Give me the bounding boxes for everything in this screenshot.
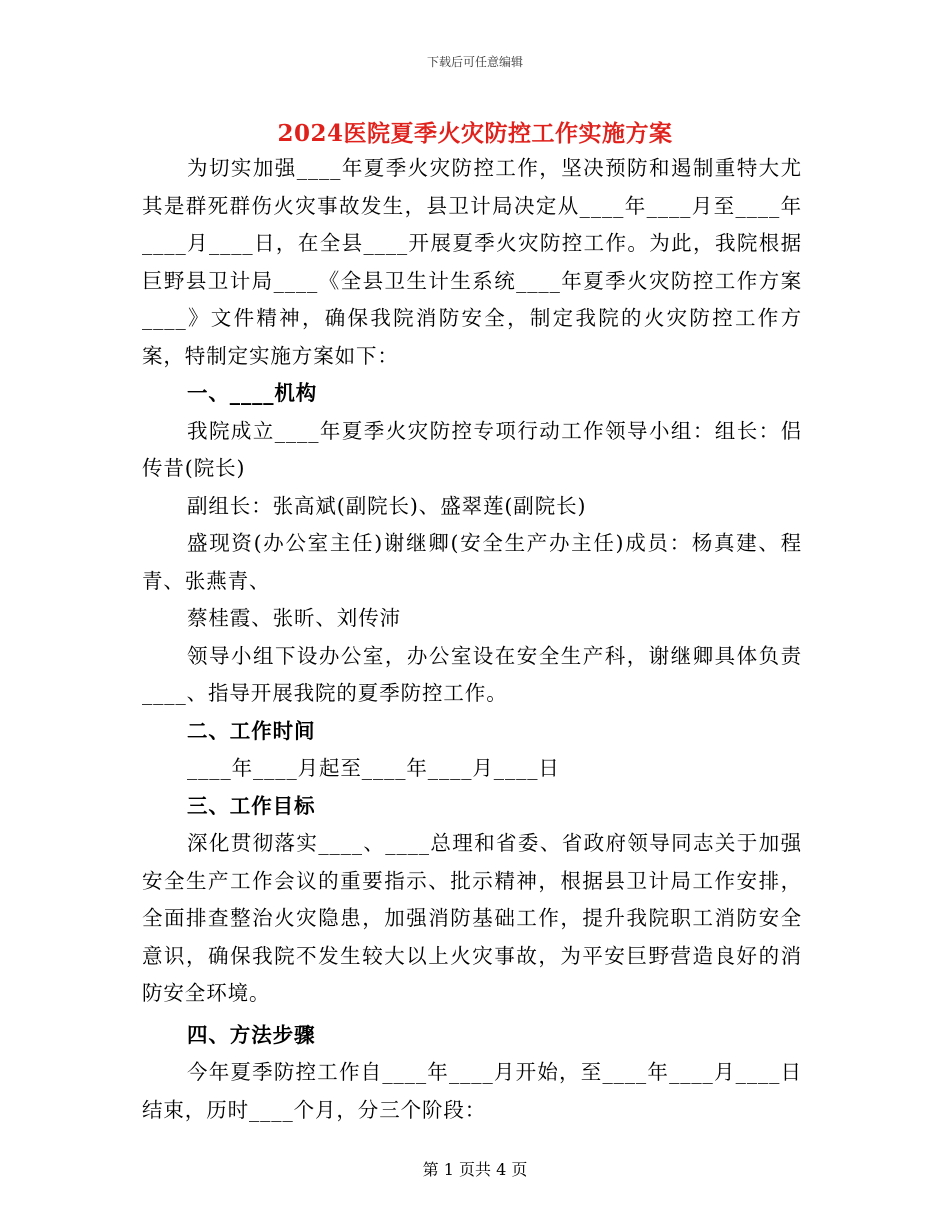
section-heading-4: 四、方法步骤 <box>187 1022 316 1047</box>
paragraph-members-cont: 蔡桂霞、张昕、刘传沛 <box>187 606 401 630</box>
paragraph-deputy-leaders: 副组长：张高斌(副院长)、盛翠莲(副院长) <box>187 493 587 518</box>
document-title: 2024医院夏季火灾防控工作实施方案 <box>277 120 673 147</box>
section-heading-2: 二、工作时间 <box>187 718 316 743</box>
intro-paragraph: 为切实加强____年夏季火灾防控工作，坚决预防和遏制重特大尤其是群死群伤火灾事故发生，县卫计局决定从____年____月至____年____月____日，在全县____开展夏季火灾防控工作。为此，我院根据巨野县卫计局____《全县卫生计生系统____年夏季火灾防控工作方案____》文件精神，确保我院消防安全，制定我院的火灾防控工作方案，特制定实施方案如下： <box>142 156 802 368</box>
paragraph-work-time: ____年____月起至____年____月____日 <box>187 756 560 780</box>
section-heading-3: 三、工作目标 <box>187 793 316 818</box>
section-heading-1: 一、____机构 <box>187 381 318 405</box>
header-note: 下载后可任意编辑 <box>426 55 523 69</box>
paragraph-steps: 今年夏季防控工作自____年____月开始，至____年____月____日结束，历时____个月，分三个阶段： <box>142 1060 802 1122</box>
paragraph-leadership-group: 我院成立____年夏季火灾防控专项行动工作领导小组：组长：侣传昔(院长) <box>142 418 802 480</box>
document-body <box>142 150 802 1129</box>
page-footer: 第 1 页共 4 页 <box>422 1160 528 1179</box>
paragraph-members: 盛现资(办公室主任)谢继卿(安全生产办主任)成员：杨真建、程青、张燕青、 <box>142 531 802 593</box>
paragraph-goals: 深化贯彻落实____、____总理和省委、省政府领导同志关于加强安全生产工作会议的重要指示、批示精神，根据县卫计局工作安排，全面排查整治火灾隐患，加强消防基础工作，提升我院职工消防安全意识，确保我院不发生较大以上火灾事故，为平安巨野营造良好的消防安全环境。 <box>142 831 802 1005</box>
paragraph-office: 领导小组下设办公室，办公室设在安全生产科，谢继卿具体负责____、指导开展我院的夏季防控工作。 <box>142 643 802 705</box>
